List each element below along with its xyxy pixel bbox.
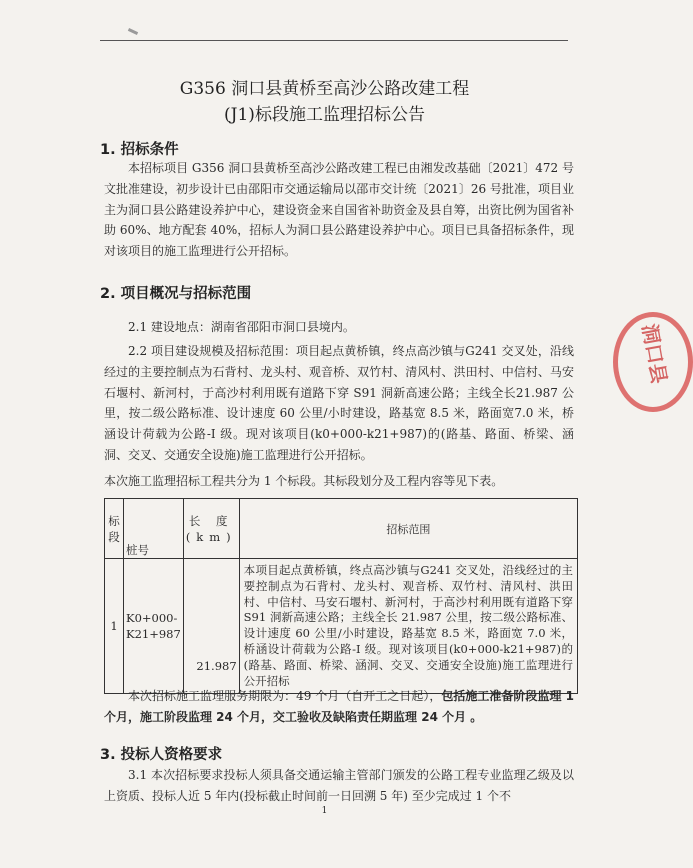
section-count-note: 本次施工监理招标工程共分为 1 个标段。其标段划分及工程内容等见下表。 — [104, 474, 504, 488]
title-line-2: (J1)标段施工监理招标公告 — [224, 105, 425, 125]
red-seal-stamp — [613, 312, 693, 412]
header-section: 标段 — [105, 499, 124, 559]
section-2-2: 2.2 项目建设规模及招标范围：项目起点黄桥镇，终点高沙镇与G241 交叉处，沿线经过的主要控制点为石背村、龙头村、观音桥、双竹村、清风村、洪田村、中信村、马安石堰村、新河村，于高沙村利用既有道路下穿 S91 洞新高速公路；主线全长21.987 公里，按二级公路标准、设计速度 60 公里/小时建设，路基宽 8.5 米，路面宽7.0 米，桥涵设计荷载为公路-I 级。现对该项目(k0+000-k21+987)的(路基、路面、桥梁、涵洞、交叉、交通安全设施)施工监理进行公开招标。 — [104, 344, 574, 462]
page-number: 1 — [321, 806, 328, 816]
cell-length: 21.987 — [183, 559, 239, 694]
cell-stake: K0+000-K21+987 — [124, 559, 184, 694]
title-line-1: G356 洞口县黄桥至高沙公路改建工程 — [179, 79, 470, 99]
section-2-1: 2.1 建设地点：湖南省邵阳市洞口县境内。 — [128, 320, 355, 334]
service-period-bold: 包括施工准备阶段监理 1 个月，施工阶段监理 24 个月，交工验收及缺陷责任期监理 24 个月 。 — [104, 689, 574, 724]
section-1-body: 本招标项目 G356 洞口县黄桥至高沙公路改建工程已由湘发改基础〔2021〕472 号文批准建设，初步设计已由邵阳市交通运输局以邵市交计统〔2021〕26 号批准，项目业主为洞口县公路建设养护中心，建设资金来自国省补助资金及县自筹，出资比例为国省补助 60%、地方配套 40%，招标人为洞口县公路建设养护中心。项目已具备招标条件，现对该项目的施工监理进行公开招标。 — [104, 161, 574, 259]
cell-scope: 本项目起点黄桥镇，终点高沙镇与G241 交叉处，沿线经过的主要控制点为石背村、龙头村、观音桥、双竹村、清风村、洪田村、中信村、马安石堰村、新河村，于高沙村利用既有道路下穿 S91 洞新高速公路；主线全长 21.987 公里，按二级公路标准、设计速度 60 公里/小时建设，路基宽 8.5 米，路面宽 7.0 米，桥涵设计荷载为公路-I 级。现对该项目(k0+000-k21+987)的(路基、路面、桥梁、涵洞、交叉、交通安全设施)施工监理进行公开招标 — [239, 559, 577, 694]
bid-sections-table — [104, 498, 578, 694]
table-header-row — [105, 499, 578, 559]
header-length: 长 度(km) — [183, 499, 239, 559]
service-period — [104, 686, 574, 728]
section-1-heading: 1. 招标条件 — [100, 142, 179, 158]
section-3-heading: 3. 投标人资格要求 — [100, 747, 223, 763]
scan-mark — [128, 28, 138, 35]
table-row — [105, 559, 578, 694]
seal-text: 洞口县 — [637, 322, 672, 386]
section-3-1: 3.1 本次招标要求投标人须具备交通运输主管部门颁发的公路工程专业监理乙级及以上资质、投标人近 5 年内(投标截止时间前一日回溯 5 年) 至少完成过 1 个不 — [104, 768, 574, 803]
service-period-normal: 本次招标施工监理服务期限为：49 个月（自开工之日起）， — [128, 689, 442, 703]
cell-section: 1 — [105, 559, 124, 694]
header-rule — [100, 40, 568, 41]
section-2-heading: 2. 项目概况与招标范围 — [100, 286, 252, 302]
header-stake: 桩号 — [124, 499, 184, 559]
header-scope: 招标范围 — [239, 499, 577, 559]
